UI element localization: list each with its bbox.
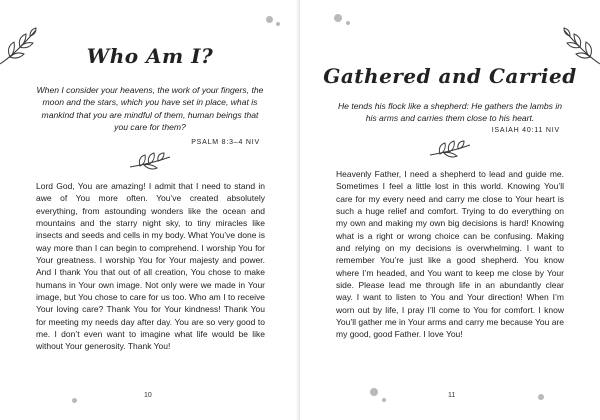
decorative-dot — [370, 388, 378, 396]
decorative-dot — [266, 16, 273, 23]
decorative-dot — [72, 398, 77, 403]
left-page-number: 10 — [144, 392, 152, 399]
decorative-dot — [276, 22, 280, 26]
decorative-dot — [538, 394, 544, 400]
right-verse-text: He tends his flock like a shepherd: He gathers the lambs in his arms and carries them close to his heart. — [337, 101, 563, 124]
laurel-branch-icon — [428, 140, 472, 160]
left-page-title: Who Am I? — [86, 44, 214, 68]
decorative-dot — [346, 21, 350, 25]
right-prayer-text: Heavenly Father, I need a shepherd to lead and guide me. Sometimes I feel a little lost in this world. Knowing You’ll care for my every need and carry me close to Your heart is such a huge relief and comfort. Trying to do everything on my own and making my own big decisions is hard! Knowing what is a right or wrong choice can be confusing. Making and relying on my decisions is overwhelming. I want to remember You’re just like a good shepherd. You know where I’m headed, and You want to keep me close by Your side. Please lead me through life in an abundantly clear way. I want to listen to You and Your direction! When I’m worn out by life, I pray I’ll come to You for comfort. I know You’ll gather me in Your arms and carry me because You are my good, good Father. I love You! — [336, 169, 564, 340]
left-verse-text: When I consider your heavens, the work of your fingers, the moon and the stars, which you have set in place, what is mankind that you are mindful of them, human beings that you care for them? — [36, 85, 264, 132]
right-verse-reference: ISAIAH 40:11 NIV — [491, 127, 560, 134]
right-page — [300, 0, 600, 420]
right-page-title: Gathered and Carried — [323, 64, 577, 88]
laurel-branch-icon — [128, 152, 172, 172]
left-verse-reference: PSALM 8:3–4 NIV — [191, 139, 260, 146]
left-prayer-text: Lord God, You are amazing! I admit that I need to stand in awe of You more often. You’ve created absolutely everything, from astounding wonders like the ocean and mountains and the starry night sky, to tiny miracles like insects and seeds and cells in my body. What You’ve done is way more than I can begin to comprehend. I worship You for Your greatness. I worship You for Your majesty and power. And I thank You that out of all creation, You chose to make humans in Your own image. Not only were we made in Your image, but You chose to care for us too. Who am I to receive Your loving care? Thank You for Your kindness! Thank You for meeting my needs day after day. You are so very good to me. I don’t even want to imagine what life would be like without Your generosity. Thank You! — [36, 181, 265, 352]
right-page-number: 11 — [448, 392, 456, 399]
decorative-dot — [382, 398, 386, 402]
decorative-dot — [334, 14, 342, 22]
